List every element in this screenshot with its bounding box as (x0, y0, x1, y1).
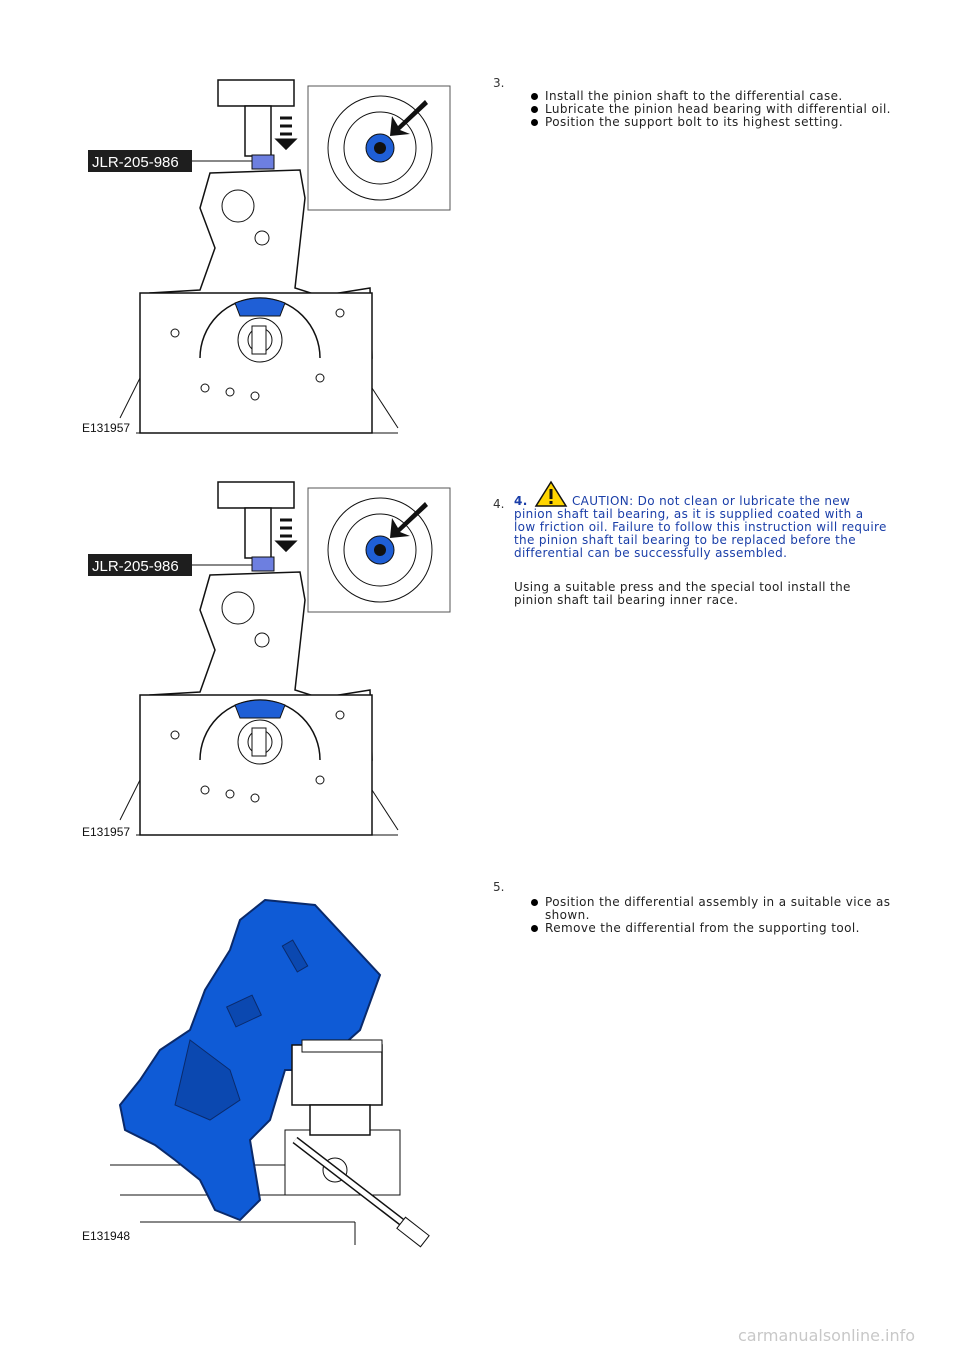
step-3-bullets (545, 90, 895, 129)
tool-label: JLR-205-986 (92, 154, 179, 171)
bullet-item: Lubricate the pinion head bearing with differential oil. (545, 103, 895, 116)
figure-step-5 (80, 880, 460, 1250)
caution-text (514, 495, 889, 560)
step-number: 5. (493, 880, 505, 894)
figure-step-3 (80, 78, 460, 438)
bullet-item: Install the pinion shaft to the differential case. (545, 90, 895, 103)
bullet-item: Position the differential assembly in a suitable vice as shown. (545, 896, 895, 922)
figure-ref: E131957 (82, 825, 131, 839)
figure-step-4 (80, 480, 460, 840)
step-number: 4. (493, 497, 505, 511)
step-5-bullets (545, 896, 895, 935)
watermark: carmanualsonline.info (738, 1326, 916, 1345)
step-number: 3. (493, 76, 505, 90)
bullet-item: Remove the differential from the supporting tool. (545, 922, 895, 935)
caution-step-number: 4. (514, 494, 528, 508)
figure-ref: E131957 (82, 421, 131, 435)
bullet-item: Position the support bolt to its highest setting. (545, 116, 895, 129)
caution-body: CAUTION: Do not clean or lubricate the new pinion shaft tail bearing, as it is supplied coated with a low friction oil. Failure to follow this instruction will require the pinion shaft tail bearing to be replaced before the differential can be successfully assembled. (514, 494, 887, 560)
figure-ref: E131948 (82, 1229, 131, 1243)
step-4-instruction: Using a suitable press and the special tool install the pinion shaft tail bearing inner race. (514, 580, 851, 607)
tool-label: JLR-205-986 (92, 558, 179, 575)
